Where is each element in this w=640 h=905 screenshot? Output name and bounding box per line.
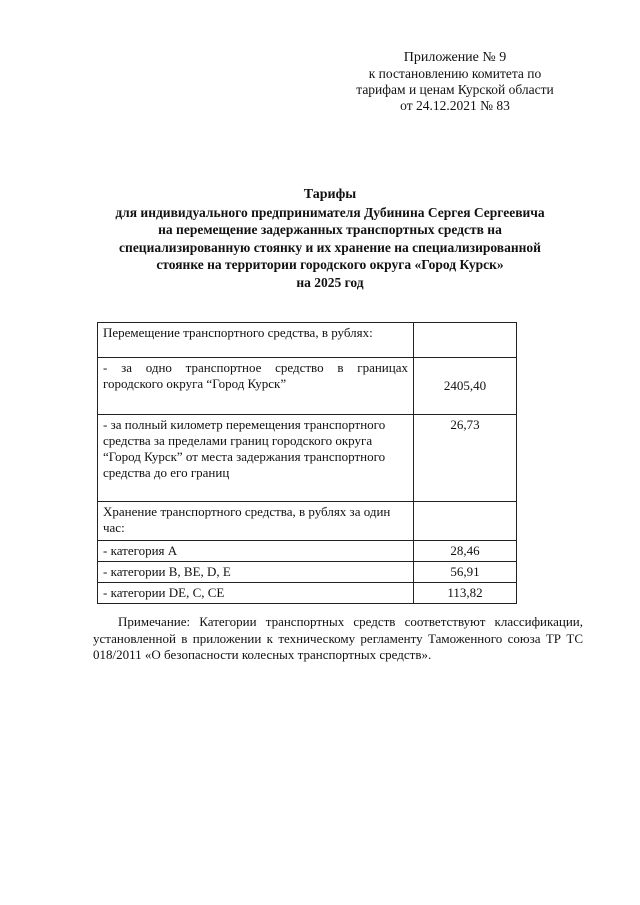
table-row xyxy=(98,415,517,502)
row-label: - категория А xyxy=(98,541,414,562)
title-line-2: на перемещение задержанных транспортных средств на xyxy=(158,222,502,237)
appendix-reference-line: к постановлению комитета по xyxy=(368,66,542,81)
tariff-table xyxy=(97,322,517,604)
row-label: - за полный километр перемещения транспортного средства за пределами границ городского округа “Город Курск” от места задержания транспортного средства до его границ xyxy=(98,415,414,502)
table-row xyxy=(98,583,517,604)
title-line-1: для индивидуального предпринимателя Дубинина Сергея Сергеевича xyxy=(115,204,545,220)
appendix-committee-line: тарифам и ценам Курской области xyxy=(356,82,554,97)
row-value: 113,82 xyxy=(414,583,517,604)
row-label: - категории B, BE, D, E xyxy=(98,562,414,583)
row-value: 28,46 xyxy=(414,541,517,562)
row-value xyxy=(414,502,517,541)
row-value: 26,73 xyxy=(414,415,517,502)
appendix-date-line: от 24.12.2021 № 83 xyxy=(400,98,510,113)
row-label: - за одно транспортное средство в границах городского округа “Город Курск” xyxy=(98,358,414,415)
table-row xyxy=(98,358,517,415)
row-label: Хранение транспортного средства, в рублях за один час: xyxy=(98,502,414,541)
appendix-number: Приложение № 9 xyxy=(403,50,507,65)
footnote xyxy=(93,614,583,664)
row-label: - категории DE, C, CE xyxy=(98,583,414,604)
appendix-header xyxy=(330,50,580,114)
title-year: на 2025 год xyxy=(296,274,364,290)
row-value xyxy=(414,323,517,358)
title-line-4: стоянке на территории городского округа «Город Курск» xyxy=(156,257,504,272)
table-row xyxy=(98,502,517,541)
table-row xyxy=(98,562,517,583)
row-value: 2405,40 xyxy=(414,358,517,415)
title-line-3: специализированную стоянку и их хранение на специализированной xyxy=(119,239,541,255)
title-heading: Тарифы xyxy=(303,187,357,202)
table-row xyxy=(98,541,517,562)
footnote-text: Категории транспортных средств соответствуют классификации, установленной в приложении к техническому регламенту Таможенного союза ТР ТС 018/2011 «О безопасности колесных транспортных средств». xyxy=(93,614,584,662)
row-label: Перемещение транспортного средства, в рублях: xyxy=(98,323,414,358)
row-value: 56,91 xyxy=(414,562,517,583)
footnote-label: Примечание: xyxy=(118,614,191,629)
table-row xyxy=(98,323,517,358)
document-title xyxy=(80,186,580,291)
